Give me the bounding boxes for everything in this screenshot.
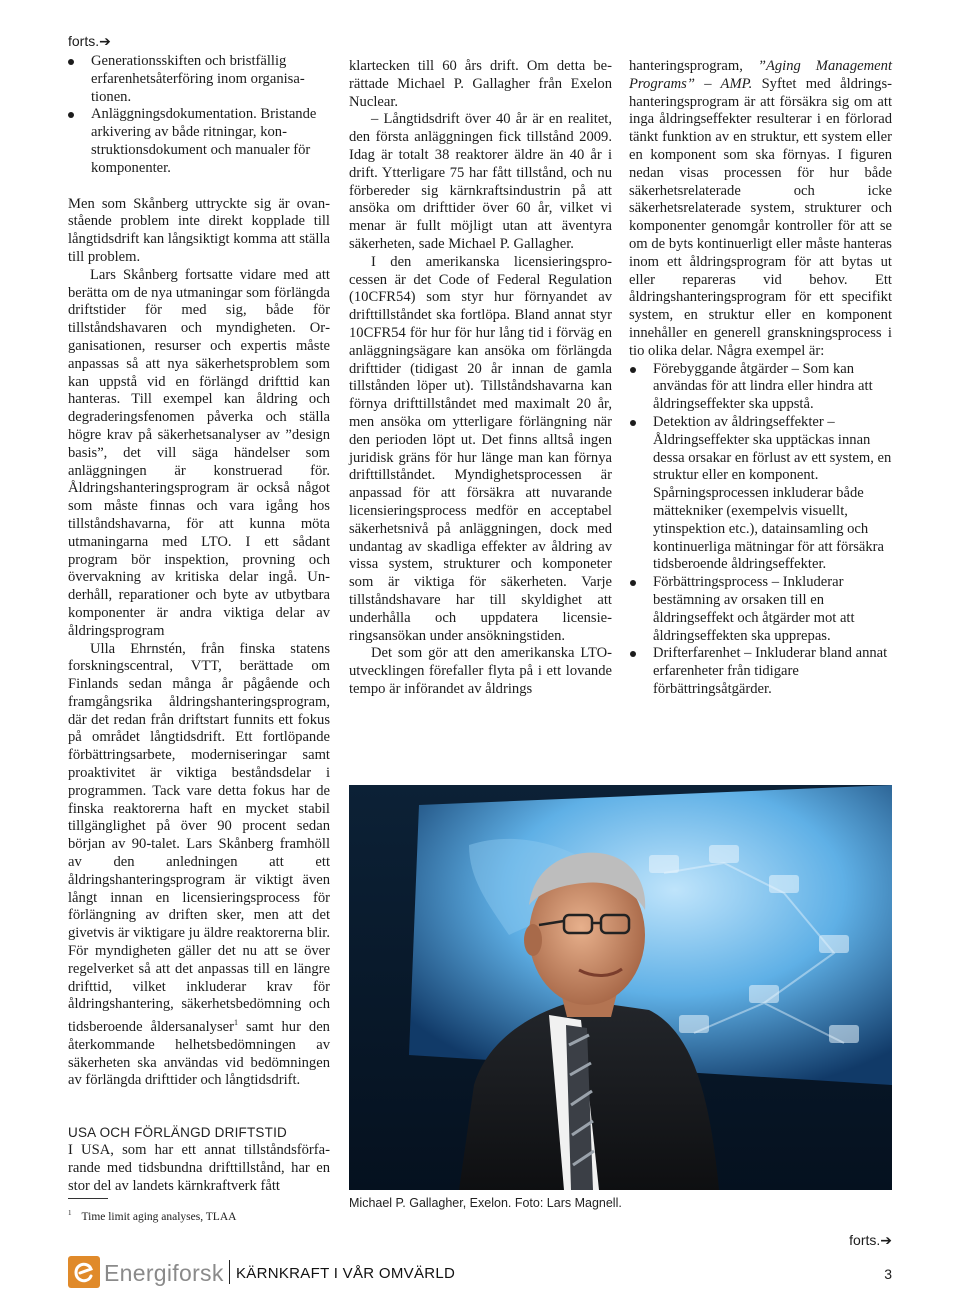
bullet-list-1 [68,53,330,178]
paragraph-text: I USA, som har ett annat tillståndsförfarande med tidsbundna drifttillstånd, har en stor del av landets kärnkraftverk fått [68,1142,330,1194]
paragraph-text: Syftet med åldringshanteringsprogram är att försäkra sig om att inga åldringseffekter resulterar i en förlorad tänkt funktion av en struktur, ett system eller en komponent som ska förnyas. I figuren nedan visas processen för hur både säkerhetsrelaterade och icke säkerhetsrelaterade system, strukturer och komponenter genomgår kontroller för att se om de byts kontinuerligt eller måste hanteras inom ett åldringsprogram för att bytas ut eller repareras vid behov. Ett åldringshanteringsprogram för ett specifikt system, en struktur eller en komponent innehåller en generell granskningsprocess i tio olika delar. Några exempel är: [629,75,892,359]
paragraph [68,641,330,1091]
paragraph [629,58,892,361]
footnote-divider [68,1198,108,1199]
column-2 [349,58,612,699]
paragraph: I den amerikanska licensieringsprocessen är det Code of Federal Regulation (10CFR54) som styr hur förnyandet av drifttillståndet ska fortlöpa. Bland annat styr 10CFR54 för hur för hur lång tid i förväg en anläggningsägare kan ansöka om förlängda drifttider (tidigast 20 år innan de gamla tillstånden löper ut). Tillståndshavarna kan förnya drifttillståndet med maximalt 20 år, men ansöka om ytterligare förlängning när den perioden löpt ut. Det finns alltså ingen juridisk gräns för hur länge man kan förnya drifttillståndet. Myndighetsprocessen är anpassad för att försäkra att nuvarande licensieringsprocess medför en acceptabel säkerhetsnivå på anläggningen, dock med undantag av skadliga effekter av åldring av vissa system, strukturer och komponeter som är viktiga för säkerheten. Varje tillståndshavare har till skyldighet att underhålla och uppdatera licensieringsansökan under ansökningstiden. [349,253,612,644]
page-footer [68,1256,892,1290]
italic-term: ”Aging Management Programs” – AMP. [629,58,892,92]
list-item: Förebyggande åtgärder – Som kan användas för att lindra eller hindra att åldringseffekter ska uppstå. [629,361,892,414]
list-item: Detektion av åldringseffekter – Åldringseffekter ska upptäckas innan dessa orsakar en förlust av ett system, en struktur eller en komponent. Spårningsprocessen inkluderar både mättekniker (exempelvis visuellt, ytinspektion etc.), datainsamling och kontinuerliga mätningar för att försäkra tidsberoende åldringseffekter. [629,414,892,574]
speaker-photo-illustration [349,785,892,1190]
list-item: Drifterfarenhet – Inkluderar bland annat erfarenheter från tidigare förbättringsåtgärder. [629,645,892,698]
list-item: Förbättringsprocess – Inkluderar bestämning av orsaken till en åldringseffekt och åtgärder mot att åldringseffekten ska upprepas. [629,574,892,645]
continued-marker-bottom: forts.➔ [849,1232,892,1248]
paragraph-text: hanteringsprogram, [629,58,758,74]
logo-text: Energiforsk [104,1260,224,1286]
photo-caption: Michael P. Gallagher, Exelon. Foto: Lars Magnell. [349,1196,622,1210]
footnote [68,1206,330,1224]
paragraph: Lars Skånberg fortsatte vidare med att berätta om de nya utmaningar som förlängda driftstider för med sig, både för tillståndshavaren och myndigheten. Organisationen, resurser och expertis måste anpassas så att nya säkerhetsproblem som kan uppstå vid en förlängd drifttid kan hanteras. Till exempel kan åldring och degraderingsfenomen påverka och ställa högre krav på säkerhetsanalyser av ”design basis”, det vill säga händelser som anläggningen är konstruerad för. Åldringshanteringsprogram är också något som måste finnas och vara igång hos tillståndshavarna, för att kunna möta utmaningarna med LTO. I ett sådant program bör inspektion, provning och övervakning av kritiska delar ingå. Underhåll, reparationer och byte av utbytbara komponenter är andra viktiga delar av åldringsprogram [68,266,330,639]
continued-marker-top: forts.➔ [68,33,111,49]
paragraph: Men som Skånberg uttryckte sig är ovanstående problem inte direkt kopplade till långtidsdrift kan långsiktigt komma att ställa till problem. [68,195,330,265]
column-1 [68,32,330,1090]
column-3 [629,58,892,699]
page-number: 3 [884,1266,892,1282]
list-item: Anläggningsdokumentation. Bristande arkivering av både ritningar, konstruktionsdokument och manualer för komponenter. [68,106,330,177]
paragraph: Det som gör att den amerikanska LTO-utvecklingen förefaller flyta på i ett lovande tempo är införandet av åldrings [349,645,612,697]
paragraph-text: samt hur den återkommande helhetsbedömningen av säkerheten ska användas vid bedömningen av förlängda drifttider och långtidsdrift. [68,1019,330,1089]
paragraph: – Långtidsdrift över 40 år är en realitet, den första anläggningen fick tillstånd 2009. Idag är totalt 38 reaktorer äldre än 40 år i drift. Ytterligare 75 har fått tillstånd, och nu förbereder sig kärnkraftsindustrin på att ansöka om drifttider över 60 år, vilket vi menar är fullt möjligt utan att äventyra säkerheten, sade Michael P. Gallagher. [349,111,612,252]
footnote-reference: 1 [234,1018,238,1028]
speaker-photo [349,785,892,1190]
paragraph: klartecken till 60 års drift. Om detta berättade Michael P. Gallagher från Exelon Nuclear. [349,58,612,110]
publication-title: KÄRNKRAFT I VÅR OMVÄRLD [236,1265,456,1282]
paragraph-text: Ulla Ehrnstén, från finska statens forskningscentral, VTT, berättade om Finlands sedan många år pågående och framgångsrika åldringshanteringsprogram, där det redan från driftstart funnits ett fokus på området långtidsdrift. Ett fortlöpande förbättringsarbete, moderniseringar samt proaktivitet är viktiga beståndsdelar i programmen. Tack vare detta fokus har de finska reaktorerna haft en mycket stabil tillgänglighet på över 90 procent sedan början av 90-talet. Lars Skånberg framhöll av den anledningen att ett åldringshanteringsprogram är viktigt även långt innan en licensieringsprocess för förlängning av driften sker, men att det givetvis är viktigare ju äldre reaktorerna blir. För myndigheten gäller det nu att se över regelverket så att det anpassas till en längre drifttid, vilket inkluderar krav för åldringshantering, säkerhetsbedömning och tidsberoende åldersanalyser [68,640,330,1036]
paragraph [68,1142,330,1195]
footnote-text: Time limit aging analyses, TLAA [81,1210,237,1223]
footnote-mark: 1 [68,1209,72,1217]
energiforsk-logo-icon [68,1256,100,1288]
footer-divider [229,1260,230,1284]
bullet-list-2 [629,361,892,699]
list-item: Generationsskiften och bristfällig erfarenhetsåterföring inom organisationen. [68,53,330,106]
section-heading: USA OCH FÖRLÄNGD DRIFTSTID [68,1125,287,1140]
